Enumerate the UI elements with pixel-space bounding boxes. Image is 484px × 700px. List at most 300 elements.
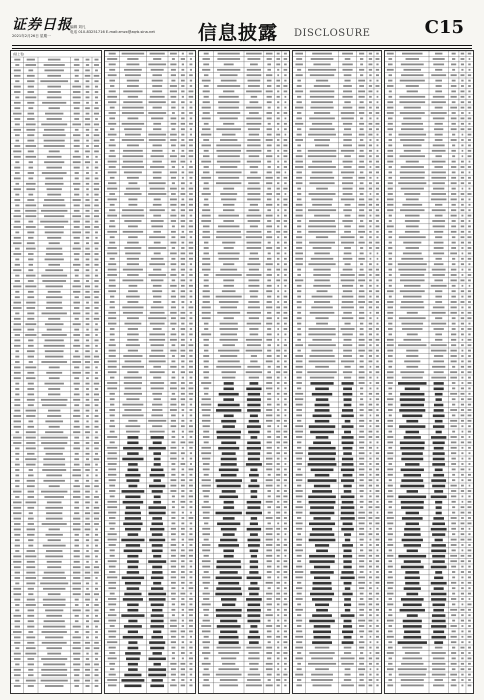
table-cell-text <box>44 145 65 147</box>
table-cell-text <box>376 334 378 336</box>
table-cell-text <box>369 663 372 665</box>
table-cell-text <box>468 587 470 589</box>
table-cell-text <box>14 534 20 536</box>
table-cell-text <box>125 361 142 363</box>
table-cell-text <box>190 85 193 87</box>
table-cell-text <box>250 582 257 585</box>
table-cell-text <box>358 301 365 303</box>
table-cell-text <box>433 604 445 607</box>
table-cell-text <box>182 172 185 174</box>
table-cell-text <box>468 317 472 319</box>
table-cell-text <box>14 145 20 147</box>
table-cell-text <box>344 582 352 585</box>
table-cell-text <box>452 161 456 163</box>
table-cell-text <box>468 188 470 190</box>
table-cell-text <box>468 685 472 687</box>
table-cell-text <box>284 415 286 417</box>
table-cell-text <box>108 123 116 125</box>
table-cell-text <box>400 447 424 450</box>
table-cell-text <box>431 112 447 114</box>
table-cell-text <box>450 555 457 557</box>
table-cell-text <box>469 161 471 163</box>
table-cell-text <box>360 263 363 265</box>
table-cell-text <box>431 528 447 531</box>
table-cell-text <box>182 377 184 379</box>
table-cell-text <box>73 637 81 639</box>
table-cell-text <box>451 274 457 276</box>
table-cell-text <box>389 166 392 168</box>
table-cell-text <box>204 74 208 76</box>
table-cell-text <box>268 496 271 498</box>
table-cell-text <box>276 231 280 233</box>
table-cell-text <box>220 74 238 76</box>
table-cell-text <box>73 653 80 655</box>
table-cell-text <box>451 307 457 309</box>
table-cell-text <box>398 269 426 271</box>
table-cell-text <box>249 155 260 157</box>
table-cell-text <box>95 372 98 374</box>
table-cell-text <box>49 529 60 531</box>
table-cell-text <box>370 652 372 654</box>
table-cell-text <box>42 631 67 633</box>
table-cell-text <box>171 539 175 541</box>
table-cell-text <box>309 560 334 563</box>
table-cell-text <box>86 394 89 396</box>
table-cell-text <box>74 59 79 61</box>
table-cell-text <box>123 91 142 93</box>
table-cell-text <box>250 625 257 628</box>
table-cell-text <box>189 274 193 276</box>
table-cell-text <box>434 328 444 330</box>
table-cell-text <box>74 307 79 309</box>
table-cell-text <box>110 431 115 433</box>
table-cell-text <box>246 598 262 601</box>
table-cell-text <box>376 598 378 600</box>
table-cell-text <box>468 247 472 249</box>
table-cell-text <box>171 560 177 562</box>
table-cell-text <box>190 134 192 136</box>
table-cell-text <box>369 393 372 395</box>
table-cell-text <box>95 129 98 131</box>
table-cell-text <box>432 209 446 211</box>
table-cell-text <box>284 539 287 541</box>
table-cell-text <box>268 242 271 244</box>
table-cell-text <box>359 555 365 557</box>
table-cell-text <box>202 550 210 552</box>
table-cell-text <box>312 641 332 644</box>
table-cell-text <box>220 307 237 309</box>
table-cell-text <box>435 317 442 319</box>
table-cell-text <box>27 561 35 563</box>
table-cell-text <box>128 533 139 536</box>
table-cell-text <box>468 544 470 546</box>
table-cell-text <box>86 323 90 325</box>
table-cell-text <box>42 642 67 644</box>
table-cell-text <box>387 436 393 438</box>
table-cell-text <box>276 636 280 638</box>
table-cell-text <box>44 345 65 347</box>
table-cell-text <box>181 101 184 103</box>
table-cell-text <box>171 544 177 546</box>
table-cell-text <box>277 663 279 665</box>
table-cell-text <box>128 236 138 238</box>
table-cell-text <box>204 442 209 444</box>
table-cell-text <box>15 448 19 450</box>
table-cell-text <box>122 107 144 109</box>
table-cell-text <box>203 172 210 174</box>
table-cell-text <box>406 199 419 201</box>
table-cell-text <box>267 301 272 303</box>
table-cell-text <box>369 128 372 130</box>
table-cell-text <box>369 577 372 579</box>
table-cell-text <box>125 388 142 390</box>
table-cell-text <box>313 517 330 520</box>
table-cell-text <box>434 280 442 282</box>
table-cell-text <box>45 269 63 271</box>
table-cell-text <box>276 474 280 476</box>
table-cell-text <box>13 307 21 309</box>
table-cell-text <box>267 274 272 276</box>
table-cell-text <box>148 593 166 596</box>
table-cell-text <box>468 377 471 379</box>
table-cell-text <box>315 404 330 407</box>
table-cell-text <box>296 242 302 244</box>
table-cell-text <box>405 463 419 466</box>
table-cell-text <box>450 371 457 373</box>
table-cell-text <box>369 658 372 660</box>
table-cell-text <box>86 534 90 536</box>
table-cell-text <box>46 248 62 250</box>
table-cell-text <box>47 97 62 99</box>
table-cell-text <box>345 668 351 670</box>
table-cell-text <box>43 134 66 136</box>
table-cell-text <box>110 307 115 309</box>
table-cell-text <box>45 232 64 234</box>
table-cell-text <box>95 286 99 288</box>
table-cell-text <box>266 501 273 503</box>
table-cell-text <box>203 517 210 519</box>
table-cell-text <box>284 533 286 535</box>
table-cell-text <box>48 318 60 320</box>
table-cell-text <box>297 145 301 147</box>
table-cell-text <box>202 80 211 82</box>
table-cell-text <box>266 193 272 195</box>
table-cell-text <box>15 496 19 498</box>
table-cell-text <box>75 275 79 277</box>
table-cell-text <box>266 528 273 530</box>
table-cell-text <box>27 329 34 331</box>
table-cell-text <box>376 344 379 346</box>
table-cell-text <box>376 155 379 157</box>
table-cell-text <box>389 479 392 481</box>
table-cell-text <box>95 583 98 585</box>
table-cell-text <box>44 129 64 131</box>
table-cell-text <box>28 86 34 88</box>
table-cell-text <box>387 101 393 103</box>
table-cell-text <box>190 296 193 298</box>
table-cell-text <box>249 593 258 596</box>
table-cell-text <box>461 658 463 660</box>
table-cell-text <box>277 209 279 211</box>
table-cell-text <box>431 74 446 76</box>
table-cell-text <box>387 204 393 206</box>
table-cell-text <box>86 129 89 131</box>
table-cell-text <box>26 275 35 277</box>
table-cell-text <box>151 118 163 120</box>
table-cell-text <box>250 382 259 385</box>
table-cell-text <box>433 517 444 520</box>
table-cell-text <box>181 269 185 271</box>
table-cell-text <box>190 236 192 238</box>
table-cell-text <box>203 101 210 103</box>
table-cell-text <box>388 280 392 282</box>
table-cell-text <box>312 204 332 206</box>
table-cell-text <box>359 663 364 665</box>
table-cell-text <box>171 231 176 233</box>
table-cell-text <box>433 560 445 563</box>
table-cell-text <box>432 663 446 665</box>
table-cell-text <box>369 625 371 627</box>
table-cell-text <box>108 199 117 201</box>
table-cell-text <box>345 420 351 423</box>
table-cell-text <box>189 604 192 606</box>
table-cell-text <box>189 539 194 541</box>
table-column-5 <box>384 50 474 694</box>
table-cell-text <box>247 447 261 450</box>
table-cell-text <box>468 296 471 298</box>
table-cell-text <box>246 118 261 120</box>
table-cell-text <box>201 334 211 336</box>
table-cell-text <box>123 447 143 450</box>
table-cell-text <box>296 366 303 368</box>
table-cell-text <box>404 193 420 195</box>
table-cell-text <box>369 118 371 120</box>
table-cell-text <box>13 253 21 255</box>
table-cell-text <box>189 204 193 206</box>
table-cell-text <box>296 598 303 600</box>
table-cell-text <box>433 474 444 477</box>
table-cell-text <box>315 604 329 607</box>
table-cell-text <box>28 194 33 196</box>
table-cell-text <box>95 626 98 628</box>
table-cell-text <box>189 587 194 589</box>
table-cell-text <box>189 172 194 174</box>
table-cell-text <box>342 544 353 547</box>
table-cell-text <box>344 620 352 623</box>
table-cell-text <box>468 215 472 217</box>
table-cell-text <box>388 404 393 406</box>
table-cell-text <box>94 593 99 595</box>
table-cell-text <box>376 458 379 460</box>
table-cell-text <box>360 544 363 546</box>
table-cell-text <box>376 663 379 665</box>
table-cell-text <box>153 58 161 60</box>
table-cell-text <box>73 415 80 417</box>
table-cell-text <box>431 598 446 601</box>
table-cell-text <box>360 74 363 76</box>
table-cell-text <box>369 388 371 390</box>
table-cell-text <box>434 679 443 681</box>
table-cell-text <box>450 409 457 411</box>
table-cell-text <box>431 582 447 585</box>
table-cell-text <box>404 533 421 536</box>
table-cell-text <box>127 571 139 574</box>
table-cell-text <box>369 587 372 589</box>
table-cell-text <box>152 517 162 520</box>
table-cell-text <box>109 523 116 525</box>
table-cell-text <box>182 447 184 449</box>
table-cell-text <box>297 323 301 325</box>
table-cell-text <box>86 167 89 169</box>
table-cell-text <box>126 544 140 547</box>
table-cell-text <box>15 334 20 336</box>
table-cell-text <box>85 485 90 487</box>
table-cell-text <box>27 615 34 617</box>
table-cell-text <box>283 674 287 676</box>
table-cell-text <box>296 566 302 568</box>
table-cell-text <box>201 625 211 627</box>
table-cell-text <box>400 209 424 211</box>
table-cell-text <box>360 253 364 255</box>
table-cell-text <box>41 680 68 682</box>
table-cell-text <box>26 647 35 649</box>
table-cell-text <box>345 204 351 206</box>
table-cell-text <box>123 161 143 163</box>
table-cell-text <box>468 571 471 573</box>
table-cell-text <box>358 512 364 514</box>
table-cell-text <box>190 641 193 643</box>
table-cell-text <box>86 156 89 158</box>
table-cell-text <box>376 604 379 606</box>
table-cell-text <box>27 199 34 201</box>
table-cell-text <box>15 620 21 622</box>
table-cell-text <box>360 598 364 600</box>
table-cell-text <box>451 301 457 303</box>
table-cell-text <box>107 577 117 579</box>
table-cell-text <box>151 350 163 352</box>
table-cell-text <box>370 366 372 368</box>
table-cell-text <box>189 663 192 665</box>
table-cell-text <box>433 685 444 687</box>
table-cell-text <box>340 517 354 520</box>
table-cell-text <box>182 614 184 616</box>
table-cell-text <box>171 598 175 600</box>
table-cell-text <box>217 161 241 163</box>
table-cell-text <box>406 420 418 423</box>
table-cell-text <box>217 436 241 439</box>
table-cell-text <box>406 523 419 526</box>
table-cell-text <box>407 334 418 336</box>
table-cell-text <box>452 604 455 606</box>
table-cell-text <box>369 404 372 406</box>
table-cell-text <box>203 296 210 298</box>
table-cell-text <box>344 652 351 654</box>
table-cell-text <box>150 647 164 650</box>
table-cell-text <box>150 96 165 98</box>
table-cell-text <box>369 398 371 400</box>
table-cell-text <box>171 377 175 379</box>
table-cell-text <box>14 588 22 590</box>
table-cell-text <box>182 620 184 622</box>
table-cell-text <box>402 328 422 330</box>
table-cell-text <box>284 447 287 449</box>
table-cell-text <box>451 539 457 541</box>
table-cell-text <box>170 85 177 87</box>
table-cell-text <box>74 64 80 66</box>
table-cell-text <box>110 609 115 611</box>
table-cell-text <box>189 485 193 487</box>
table-cell-text <box>215 479 242 482</box>
table-cell-text <box>461 145 463 147</box>
table-cell-text <box>267 442 272 444</box>
table-cell-text <box>359 188 364 190</box>
table-cell-text <box>249 474 259 477</box>
table-cell-text <box>266 339 272 341</box>
table-cell-text <box>190 577 193 579</box>
table-cell-text <box>369 555 372 557</box>
table-cell-text <box>181 533 184 535</box>
table-cell-text <box>309 355 334 357</box>
table-cell-text <box>110 220 115 222</box>
table-cell-text <box>181 560 184 562</box>
table-cell-text <box>277 53 280 55</box>
table-cell-text <box>284 366 287 368</box>
table-cell-text <box>369 344 371 346</box>
table-cell-text <box>277 150 279 152</box>
table-cell-text <box>151 614 164 617</box>
table-cell-text <box>202 560 211 562</box>
table-cell-text <box>86 615 89 617</box>
table-cell-text <box>222 377 235 379</box>
table-cell-text <box>216 431 241 434</box>
table-cell-text <box>389 74 393 76</box>
table-cell-text <box>468 442 472 444</box>
table-cell-text <box>149 334 165 336</box>
table-cell-text <box>246 350 262 352</box>
table-cell-text <box>27 550 35 552</box>
table-cell-text <box>94 215 99 217</box>
table-cell-text <box>95 658 98 660</box>
table-cell-text <box>369 263 372 265</box>
table-cell-text <box>284 328 288 330</box>
table-cell-text <box>297 220 301 222</box>
table-cell-text <box>86 685 90 687</box>
table-cell-text <box>359 123 364 125</box>
table-cell-text <box>108 614 116 616</box>
table-cell-text <box>376 490 380 492</box>
table-cell-text <box>110 328 115 330</box>
table-cell-text <box>94 183 99 185</box>
table-cell-text <box>148 247 166 249</box>
table-cell-text <box>360 501 364 503</box>
table-cell-text <box>451 85 457 87</box>
table-cell-text <box>153 398 160 400</box>
table-cell-text <box>222 452 236 455</box>
table-cell-text <box>74 426 80 428</box>
table-cell-text <box>250 668 259 670</box>
table-cell-text <box>360 398 363 400</box>
table-cell-text <box>359 469 364 471</box>
table-cell-text <box>311 58 334 60</box>
table-cell-text <box>94 307 98 309</box>
table-cell-text <box>47 566 61 568</box>
table-cell-text <box>377 101 379 103</box>
table-cell-text <box>461 269 463 271</box>
table-cell-text <box>73 572 80 574</box>
header-rule <box>12 45 472 46</box>
table-cell-text <box>170 253 177 255</box>
table-cell-text <box>284 463 286 465</box>
